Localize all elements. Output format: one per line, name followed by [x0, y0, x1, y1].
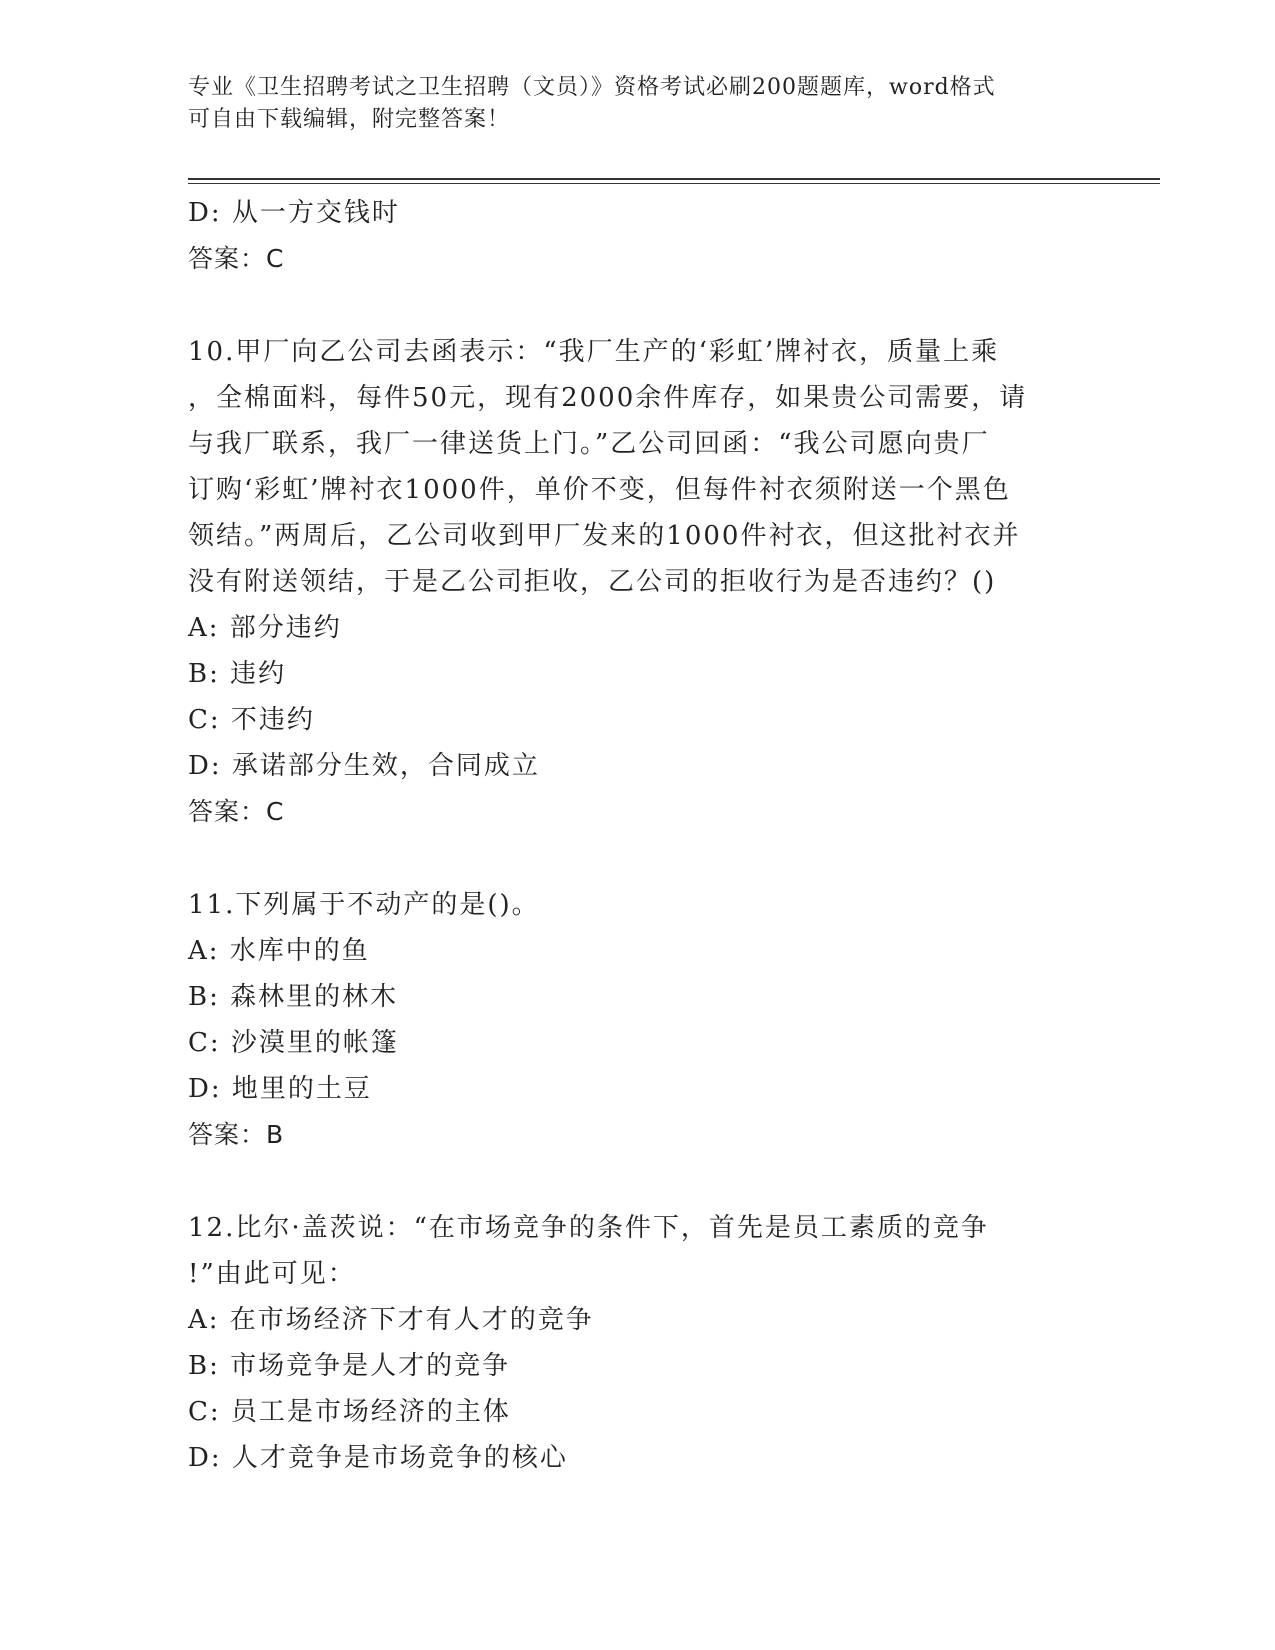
option-d: D: 承诺部分生效，合同成立	[188, 751, 540, 781]
question-11	[188, 882, 1088, 1158]
option-d: D: 地里的土豆	[188, 1074, 372, 1104]
question-text-line: 没有附送领结，于是乙公司拒收，乙公司的拒收行为是否违约？()	[188, 567, 997, 597]
question-text-line: 领结。”两周后，乙公司收到甲厂发来的1000件衬衣，但这批衬衣并	[188, 521, 1021, 551]
option-b: B: 违约	[188, 659, 287, 689]
question-text-line: 订购‘彩虹’牌衬衣1000件，单价不变，但每件衬衣须附送一个黑色	[188, 475, 1011, 505]
answer: 答案：C	[188, 244, 285, 273]
option-c: C: 不违约	[188, 705, 315, 735]
answer: 答案：C	[188, 797, 285, 826]
option-c: C: 员工是市场经济的主体	[188, 1397, 511, 1427]
question-text-line: ，全棉面料，每件50元，现有2000余件库存，如果贵公司需要，请	[188, 383, 1028, 413]
option-a: A: 部分违约	[188, 613, 342, 643]
spacer	[188, 1158, 1088, 1205]
option-b: B: 森林里的林木	[188, 982, 399, 1012]
question-text-line: 10.甲厂向乙公司去函表示：“我厂生产的‘彩虹’牌衬衣，质量上乘	[188, 337, 1000, 367]
document-header	[188, 72, 1068, 136]
option-d: D: 人才竞争是市场竞争的核心	[188, 1443, 568, 1473]
header-line-2: 可自由下载编辑，附完整答案！	[188, 107, 511, 132]
question-text-line: 11.下列属于不动产的是()。	[188, 890, 540, 920]
option-d: D: 从一方交钱时	[188, 198, 400, 228]
header-line-1: 专业《卫生招聘考试之卫生招聘（文员）》资格考试必刷200题题库，word格式	[188, 75, 996, 100]
option-c: C: 沙漠里的帐篷	[188, 1028, 399, 1058]
option-b: B: 市场竞争是人才的竞争	[188, 1351, 511, 1381]
question-text-line: 12.比尔·盖茨说：“在市场竞争的条件下，首先是员工素质的竞争	[188, 1213, 989, 1243]
spacer	[188, 835, 1088, 882]
question-text-line: !”由此可见：	[188, 1259, 356, 1289]
header-divider-thin	[188, 183, 1160, 184]
question-12	[188, 1205, 1088, 1481]
document-body	[188, 190, 1088, 1481]
header-divider	[188, 178, 1160, 180]
option-a: A: 在市场经济下才有人才的竞争	[188, 1305, 594, 1335]
question-10	[188, 329, 1088, 835]
option-a: A: 水库中的鱼	[188, 936, 370, 966]
spacer	[188, 282, 1088, 329]
answer: 答案：B	[188, 1120, 285, 1149]
question-text-line: 与我厂联系，我厂一律送货上门。”乙公司回函：“我公司愿向贵厂	[188, 429, 990, 459]
